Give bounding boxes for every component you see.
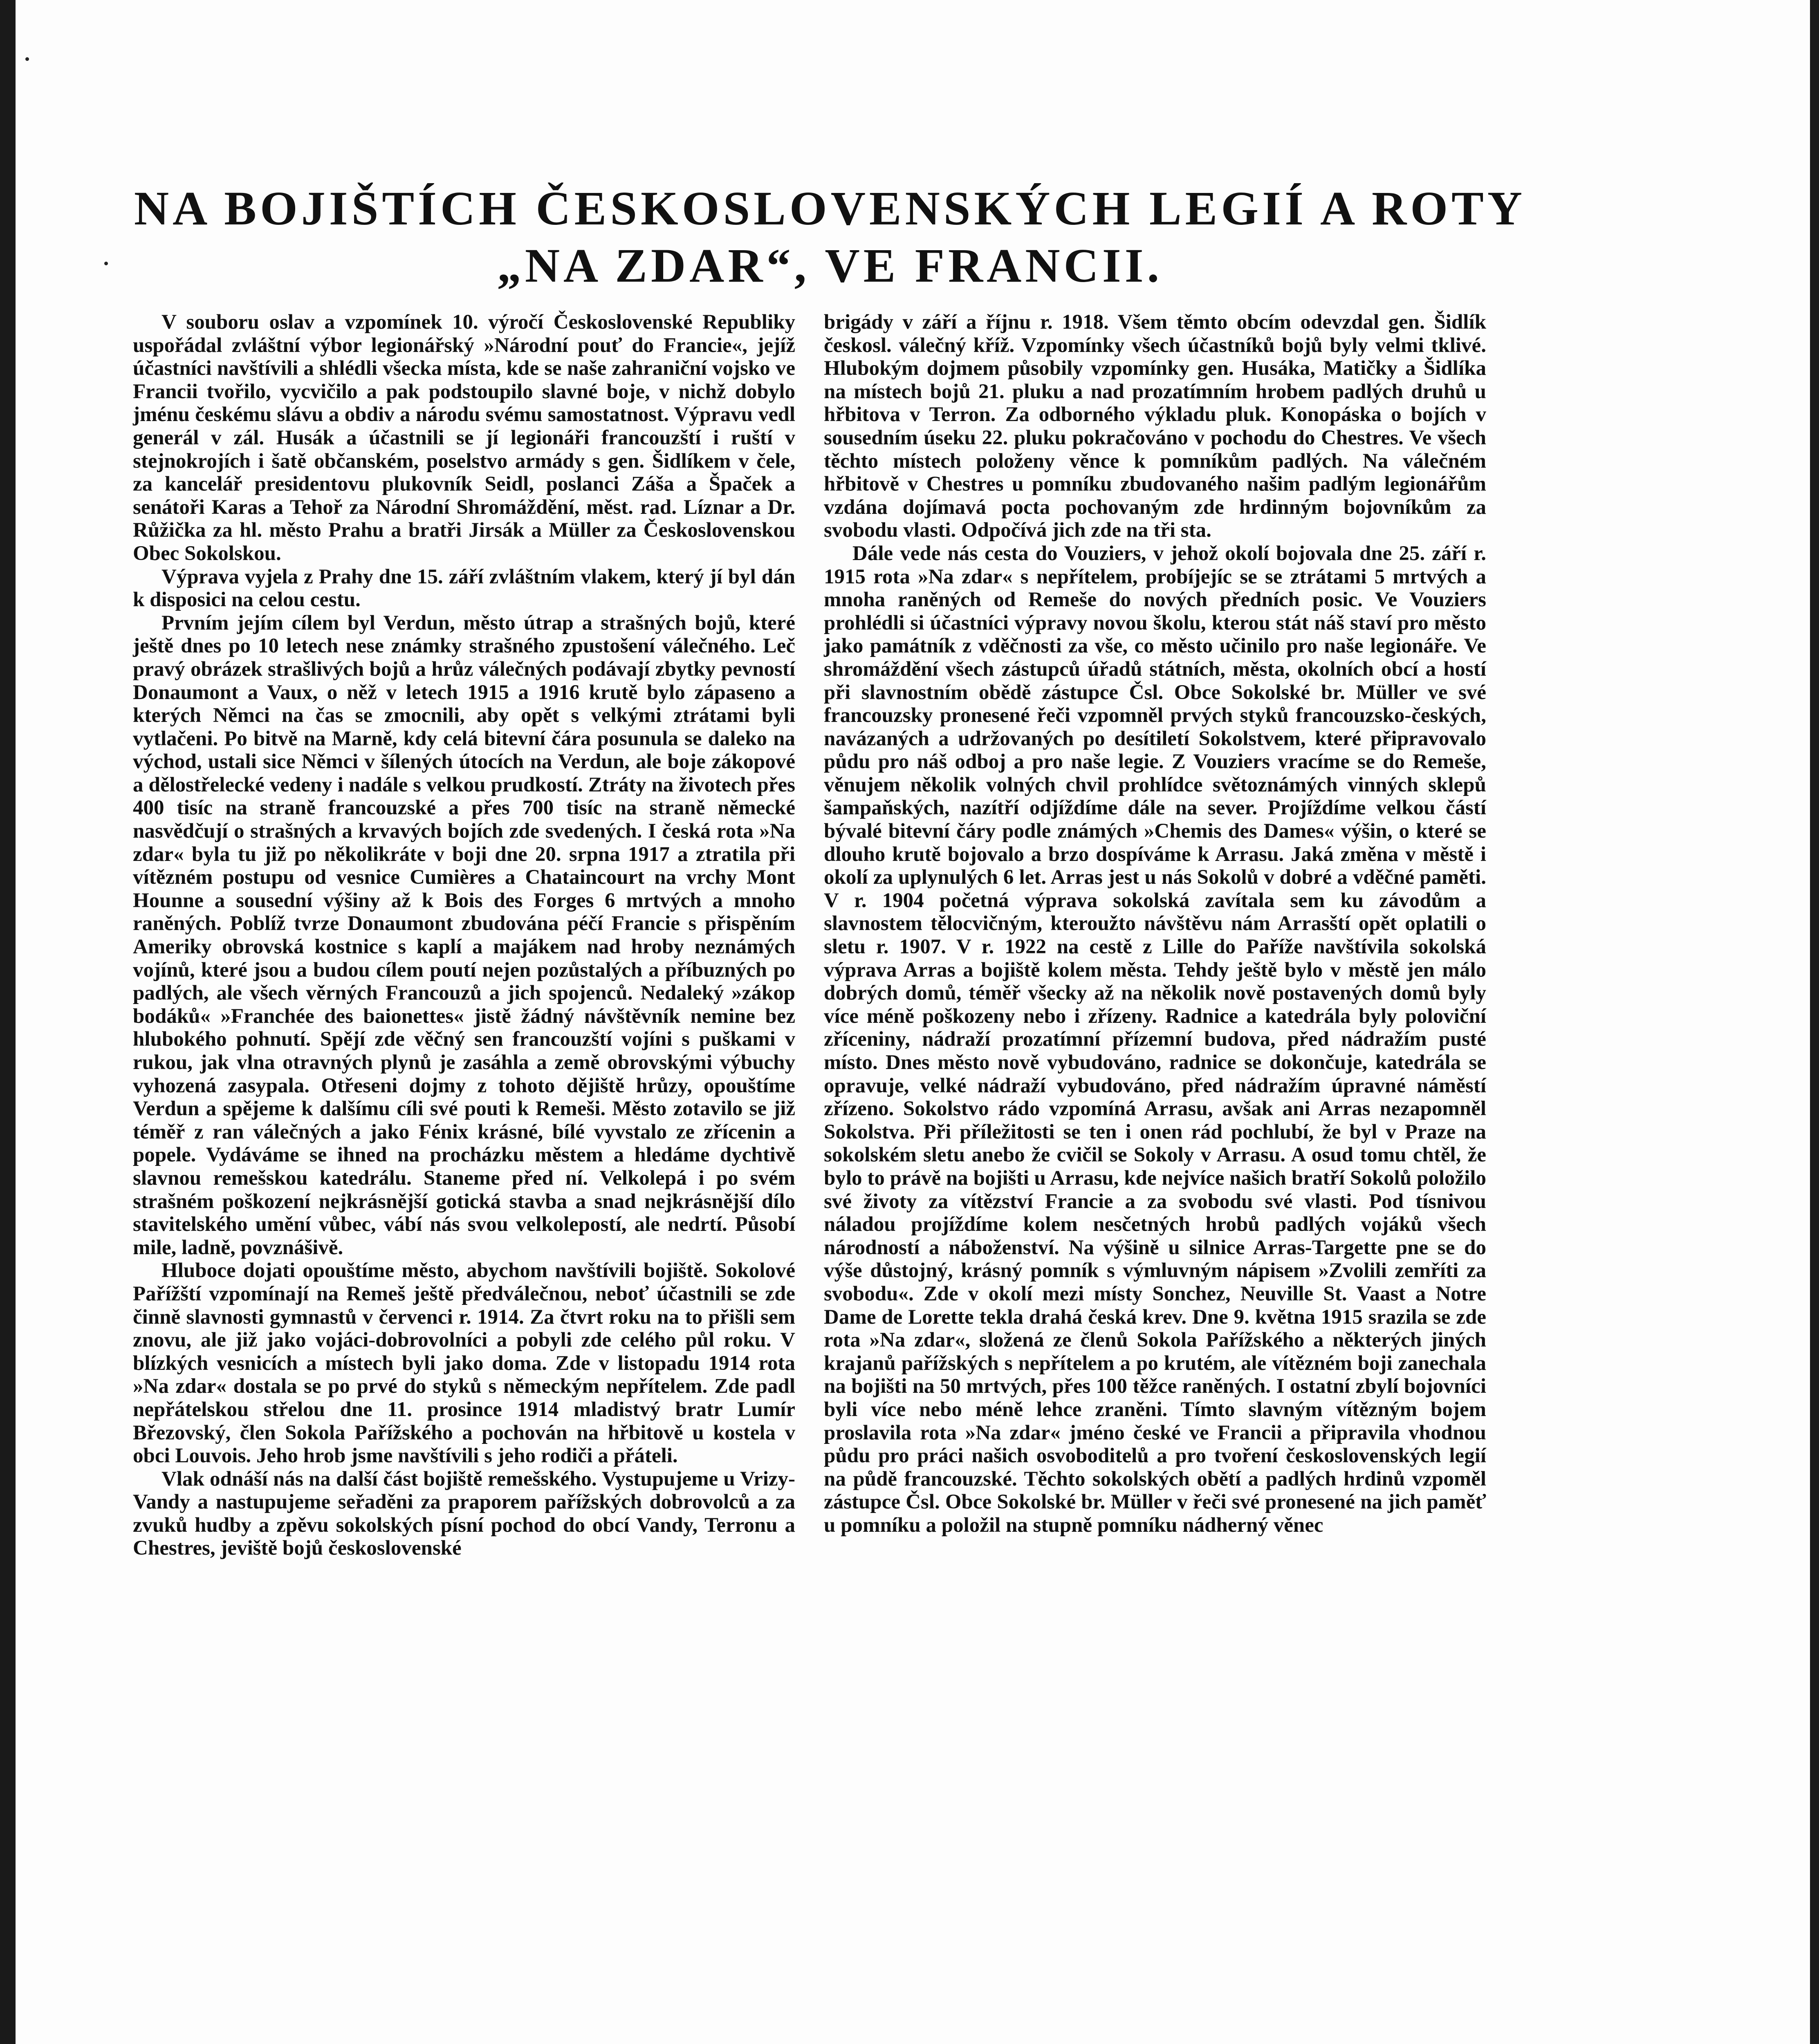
scan-border-right [1810,0,1819,2044]
right-column [824,311,1486,1537]
paragraph: Výprava vyjela z Prahy dne 15. září zvláštním vlakem, který jí byl dán k disposici na celou cestu. [133,565,795,612]
scan-speck [25,57,29,61]
title-line-1: NA BOJIŠTÍCH ČESKOSLOVENSKÝCH LEGIÍ A ROTY [134,182,1526,235]
paragraph: brigády v září a říjnu r. 1918. Všem těmto obcím odevzdal gen. Šidlík českosl. válečný kříž. Vzpomínky všech účastníků bojů byly velmi tklivé. Hlubokým dojmem působily vzpomínky gen. Husáka, Matičky a Šidlíka na místech bojů 21. pluku a nad prozatímním hrobem padlých druhů u hřbitova v Terron. Za odborného výkladu pluk. Konopáska o bojích v sousedním úseku 22. pluku pokračováno v pochodu do Chestres. Ve všech těchto místech položeny věnce k pomníkům padlých. Na válečném hřbitově v Chestres u pomníku zbudovaného našim padlým legionářům vzdána dojímavá pocta pochovaným zde hrdinným bojovníkům za svobodu vlasti. Odpočívá jich zde na tři sta. [824,311,1486,542]
scan-border-left [0,0,16,2044]
paragraph: Dále vede nás cesta do Vouziers, v jehož okolí bojovala dne 25. září r. 1915 rota »Na zdar« s nepřítelem, probíjejíc se se ztrátami 5 mrtvých a mnoha raněných od Remeše do nových předních posic. Ve Vouziers prohlédli si účastníci výpravy novou školu, kterou stát náš staví pro město jako památník z vděčnosti za vše, co město učinilo pro naše legionáře. Ve shromáždění všech zástupců úřadů státních, města, okolních obcí a hostí při slavnostním obědě zástupce Čsl. Obce Sokolské br. Müller ve své francouzsky pronesené řeči vzpomněl prvých styků francouzsko-českých, navázaných a udržovaných po desítiletí Sokolstvem, které připravovalo půdu pro náš odboj a pro naše legie. Z Vouziers vracíme se do Remeše, věnujem několik volných chvil prohlídce světoznámých vinných sklepů šampaňských, nazítří odjíždíme dále na sever. Projíždíme velkou částí bývalé bitevní čáry podle známých »Chemis des Dames« výšin, o které se dlouho krutě bojovalo a brzo dospíváme k Arrasu. Jaká změna v městě i okolí za uplynulých 6 let. Arras jest u nás Sokolů v dobré a vděčné paměti. V r. 1904 početná výprava sokolská zavítala sem ku závodům a slavnostem tělocvičným, kteroužto návštěvu nám Arrasští opět oplatili o sletu r. 1907. V r. 1922 na cestě z Lille do Paříže navštívila sokolská výprava Arras a bojiště kolem města. Tehdy ještě bylo v městě jen málo dobrých domů, téměř všecky až na několik nově postavených domů byly více méně poškozeny nebo i zřízeny. Radnice a katedrála byly poloviční zříceniny, nádraží prozatímní přízemní budova, před nádražím pusté místo. Dnes město nově vybudováno, radnice se dokončuje, katedrála se opravuje, velké nádraží vybudováno, před nádražím úpravné náměstí zřízeno. Sokolstvo rádo vzpomíná Arrasu, avšak ani Arras nezapomněl Sokolstva. Při příležitosti se ten i onen rád pochlubí, že byl v Praze na sokolském sletu anebo že cvičil se Sokoly v Arrasu. A osud tomu chtěl, že bylo to právě na bojišti u Arrasu, kde nejvíce našich bratří Sokolů položilo své životy za vítězství Francie a za svobodu své vlasti. Pod tísnivou náladou projíždíme kolem nesčetných hrobů padlých vojáků všech národností a náboženství. Na výšině u silnice Arras-Targette pne se do výše důstojný, krásný pomník s výmluvným nápisem »Zvolili zemříti za svobodu«. Zde v okolí mezi místy Sonchez, Neuville St. Vaast a Notre Dame de Lorette tekla drahá česká krev. Dne 9. května 1915 srazila se zde rota »Na zdar«, složená ze členů Sokola Pařížského a některých jiných krajanů pařížských s nepřítelem a po krutém, ale vítězném boji zanechala na bojišti na 50 mrtvých, přes 100 těžce raněných. I ostatní zbylí bojovníci byli více nebo méně lehce zraněni. Tímto slavným vítězným bojem proslavila rota »Na zdar« jméno české ve Francii a připravila vhodnou půdu pro práci našich osvoboditelů a pro tvoření československých legií na půdě francouzské. Těchto sokolských obětí a padlých hrdinů vzpoměl zástupce Čsl. Obce Sokolské br. Müller v řeči své pronesené na jich paměť u pomníku a položil na stupně pomníku nádherný věnec [824,542,1486,1537]
title-line-2: „NA ZDAR“, VE FRANCII. [497,239,1163,292]
paragraph: Vlak odnáší nás na další část bojiště remešského. Vystupujeme u Vrizy-Vandy a nastupujeme seřaděni za praporem pařížských dobrovolců a za zvuků hudby a zpěvu sokolských písní pochod do obcí Vandy, Terronu a Chestres, jeviště bojů československé [133,1467,795,1560]
paragraph: Hluboce dojati opouštíme město, abychom navštívili bojiště. Sokolové Pařížští vzpomínají na Remeš ještě předválečnou, neboť účastnili se zde činně slavnosti gymnastů v červenci r. 1914. Za čtvrt roku na to přišli sem znovu, ale již jako vojáci-dobrovolníci a pobyli zde celého půl roku. V blízkých vesnicích a místech byli jako doma. Zde v listopadu 1914 rota »Na zdar« dostala se po prvé do styků s německým nepřítelem. Zde padl nepřátelskou střelou dne 11. prosince 1914 mladistvý bratr Lumír Březovský, člen Sokola Pařížského a pochován na hřbitově u kostela v obci Louvois. Jeho hrob jsme navštívili s jeho rodiči a přáteli. [133,1259,795,1468]
paragraph: Prvním jejím cílem byl Verdun, město útrap a strašných bojů, které ještě dnes po 10 letech nese známky strašného zpustošení válečného. Leč pravý obrázek strašlivých bojů a hrůz válečných podávají zbytky pevností Donaumont a Vaux, o něž v letech 1915 a 1916 krutě bylo zápaseno a kterých Němci na čas se zmocnili, aby opět s velkými ztrátami byli vytlačeni. Po bitvě na Marně, kdy celá bitevní čára posunula se daleko na východ, ustali sice Němci v šílených útocích na Verdun, ale boje zákopové a dělostřelecké vedeny i nadále s velkou prudkostí. Ztráty na životech přes 400 tisíc na straně francouzské a přes 700 tisíc na straně německé nasvědčují o strašných a krvavých bojích zde svedených. I česká rota »Na zdar« byla tu již po několikráte v boji dne 20. srpna 1917 a ztratila při vítězném postupu od vesnice Cumières a Chataincourt na vrchy Mont Hounne a sousední výšiny až k Bois des Forges 6 mrtvých a mnoho raněných. Poblíž tvrze Donaumont zbudována péčí Francie s přispěním Ameriky obrovská kostnice s kaplí a majákem nad hroby neznámých vojínů, které jsou a budou cílem poutí nejen pozůstalých a příbuzných po padlých, ale všech věrných Francouzů a jich spojenců. Nedaleký »zákop bodáků« »Franchée des baionettes« jistě žádný návštěvník nemine bez hlubokého pohnutí. Spějí zde věčný sen francouzští vojíni s puškami v rukou, jak vlna otravných plynů je zasáhla a země obrovskými výbuchy vyhozená zasypala. Otřeseni dojmy z tohoto dějiště hrůzy, opouštíme Verdun a spějeme k dalšímu cíli své pouti k Remeši. Město zotavilo se již téměř z ran válečných a jako Fénix krásné, bílé vyvstalo ze zřícenin a popele. Vydáváme se ihned na procházku městem a hledáme dychtivě slavnou remešskou katedrálu. Staneme před ní. Velkolepá i po svém strašném poškození nejkrásnější gotická stavba a snad nejkrásnější dílo stavitelského umění vůbec, vábí nás svou velkolepostí, ale nedrtí. Působí mile, ladně, povznášivě. [133,611,795,1259]
paragraph: V souboru oslav a vzpomínek 10. výročí Československé Republiky uspořádal zvláštní výbor legionářský »Národní pouť do Francie«, jejíž účastníci navštívili a shlédli všecka místa, kde se naše zahraniční vojsko ve Francii tvořilo, vycvičilo a pak podstoupilo slavné boje, v nichž dobylo jménu českému slávu a obdiv a národu svému samostatnost. Výpravu vedl generál v zál. Husák a účastnili se jí legionáři francouzští i ruští v stejnokrojích i šatě občanském, poselstvo armády s gen. Šidlíkem v čele, za kancelář presidentovu plukovník Seidl, poslanci Záša a Špaček a senátoři Karas a Tehoř za Národní Shromáždění, měst. rad. Líznar a Dr. Růžička za hl. město Prahu a bratři Jirsák a Müller za Československou Obec Sokolskou. [133,311,795,565]
scan-speck [104,262,108,265]
article-title [123,180,1537,294]
left-column [133,311,795,1560]
